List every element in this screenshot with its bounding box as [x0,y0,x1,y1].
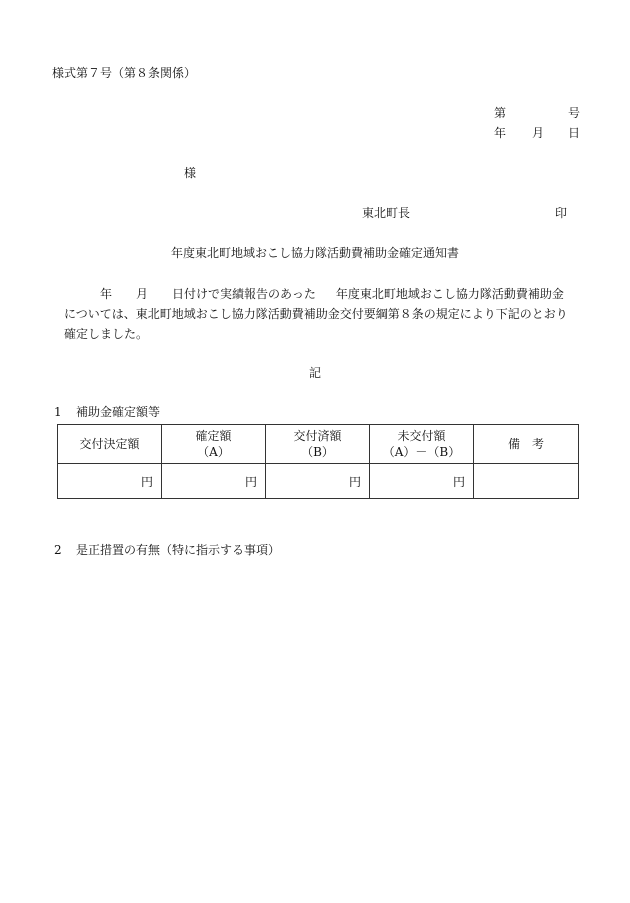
table-header-row [58,425,579,464]
cell-unpaid-amount[interactable]: 円 [370,464,474,499]
subsidy-amount-table [57,424,579,499]
header-decided-amount: 交付決定額 [58,425,162,464]
document-title: 年度東北町地域おこし協力隊活動費補助金確定通知書 [170,246,459,260]
header-unpaid-amount: 未交付額 （A）－（B） [370,425,474,464]
body-month: 月 [136,287,149,301]
header-remarks: 備 考 [474,425,579,464]
body-line-3: 確定しました。 [64,327,149,341]
header-paid-amount: 交付済額 （B） [266,425,370,464]
table-row [58,464,579,499]
section-1-heading [54,404,160,420]
body-paragraph [64,286,584,346]
section-2-title: 是正措置の有無（特に指示する事項） [76,543,281,557]
section-1-number: 1 [54,405,62,419]
document-date [494,125,580,141]
cell-paid-amount[interactable]: 円 [266,464,370,499]
body-line-1-mid: 日付けで実績報告のあった [172,287,316,301]
body-line-1-end: 年度東北町地域おこし協力隊活動費補助金 [335,287,564,301]
ki-heading: 記 [308,366,321,380]
cell-remarks[interactable] [474,464,579,499]
section-2-number: 2 [54,543,62,557]
seal-mark: 印 [555,206,568,220]
document-number-prefix: 第 [494,106,507,120]
document-number-suffix: 号 [567,106,580,120]
body-line-1 [64,286,584,306]
cell-decided-amount[interactable]: 円 [58,464,162,499]
date-month-label: 月 [532,126,545,140]
header-confirmed-amount: 確定額 （A） [162,425,266,464]
date-year-label: 年 [494,126,507,140]
cell-confirmed-amount[interactable]: 円 [162,464,266,499]
addressee-honorific: 様 [184,166,197,180]
sender-name: 東北町長 [362,206,411,220]
document-number [494,105,580,121]
body-year: 年 [100,287,113,301]
date-day-label: 日 [567,126,580,140]
body-line-2: については、東北町地域おこし協力隊活動費補助金交付要綱第８条の規定により下記のとおり [64,307,568,321]
form-label: 様式第７号（第８条関係） [52,66,197,80]
section-1-title: 補助金確定額等 [76,405,161,419]
section-2-heading [54,542,280,558]
